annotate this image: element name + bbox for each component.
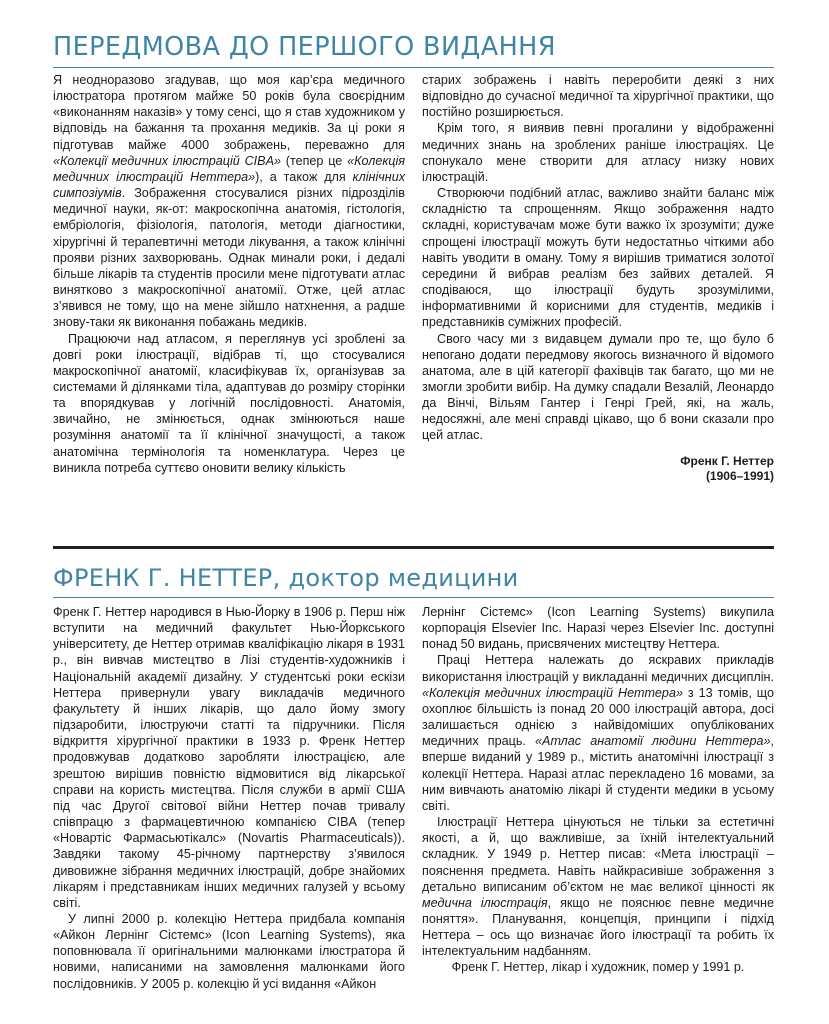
preface-paragraph-6 xyxy=(422,331,774,444)
text-run: Лернінг Сістемс» (Icon Learning Systems) викупила корпорація Elsevier Inc. Наразі через Elsevier Inc. доступні понад 50 видань, присвячених мистецтву Неттера. xyxy=(422,605,774,652)
text-run: старих зображень і навіть переробити деякі з них відповідно до сучасної медичної та хірургічної практики, що постійно розширюється. xyxy=(422,73,774,120)
bio-title-divider xyxy=(53,597,774,598)
text-run: Френк Г. Неттер народився в Нью-Йорку в 1906 р. Перш ніж вступити на медичний факультет Нью-Йоркського університету, де Неттер отримав кваліфікацію лікаря в 1931 р., він вивчав мистецтво в Лізі студентів-художників і Національній академії дизайну. У студентські роки ескізи Неттера привернули увагу викладачів медичного факультету й інших лікарів, що дало йому змогу підзаробити, ілюструючи статті та підручники. Після відкриття хірургічної практики в 1933 р. Френк Неттер продовжував додатково заробляти ілюстрацією, але зрештою вирішив повністю відмовитися від лікарської справи на користь мистецтва. Після служби в армії США під час Другої світової війни Неттер почав тривалу співпрацю з фармацевтичною компанією CIBA (тепер «Новартіс Фармасьютікалс» (Novartis Pharmaceuticals)). Завдяки такому 45-річному партнерству з’явилося дивовижне зібрання медичних ілюстрацій, добре знайомих лікарям і представникам інших медичних галузей у всьому світі. xyxy=(53,605,405,910)
bio-paragraph-5 xyxy=(422,814,774,959)
preface-paragraph-4 xyxy=(422,120,774,185)
section-divider xyxy=(53,546,774,549)
bio-paragraph-4 xyxy=(422,652,774,814)
italic-text: «Колекції медичних ілюстрацій CIBA» xyxy=(53,153,281,168)
italic-text: «Колекція медичних ілюстрацій Неттера» xyxy=(53,153,405,184)
preface-column-left xyxy=(53,72,405,476)
bio-paragraph-1 xyxy=(53,604,405,911)
preface-paragraph-5 xyxy=(422,185,774,330)
preface-paragraph-2 xyxy=(53,331,405,476)
text-run: Ілюстрації Неттера цінуються не тільки за естетичні якості, а й, що важливіше, за їхній інтелектуальний складник. У 1949 р. Неттер писав: «Мета ілюстрації – пояснення предмета. Навіть найкрасивіше зображення з детально виписаним об’єктом не має великої цінності як xyxy=(422,815,774,894)
bio-title xyxy=(53,564,519,592)
text-run: Праці Неттера належать до яскравих прикладів використання ілюстрацій у викладанні медичних дисциплін. xyxy=(422,653,774,684)
text-run: У липні 2000 р. колекцію Неттера придбала компанія «Айкон Лернінг Сістемс» (Icon Learning Systems), яка поповнювала її оригінальними малюнками ілюстратора й новими, написаними на замовлення малюнками його послідовників. У 2005 р. колекцію й усі видання «Айкон xyxy=(53,911,405,991)
text-run: ), а також для xyxy=(255,169,353,184)
text-run: Створюючи подібний атлас, важливо знайти баланс між складністю та спрощенням. Якщо зображення надто складні, користувачам може бути важко їх зрозуміти; дуже спрощені ілюстрації можуть бути недостатньо чіткими або навіть уводити в оману. Тому я вирішив триматися золотої середини й вибрав реалізм без зайвих деталей. Я сподіваюся, що ілюстрації будуть зрозумілими, інформативними й корисними для студентів, медиків і представників суміжних професій. xyxy=(422,186,774,330)
preface-paragraph-3 xyxy=(422,72,774,120)
signature-years: (1906–1991) xyxy=(705,469,774,484)
text-run: Свого часу ми з видавцем думали про те, що було б непогано додати передмову якогось визначного й відомого анатома, але в цій категорії фахівців так багато, що ми не змогли зробити вибір. На думку спадали Везалій, Леонардо да Вінчі, Вільям Гантер і Генрі Грей, які, на жаль, недосяжні, але мені справді цікаво, що б вони сказали про цей атлас. xyxy=(422,331,774,443)
bio-paragraph-3 xyxy=(422,604,774,652)
text-run: Працюючи над атласом, я переглянув усі зроблені за довгі роки ілюстрації, відібрав ті, що стосувалися макроскопічної анатомії, класифікував їх, організував за системами й ділянками тіла, адаптував до розміру сторінки та впорядкував у логічній послідовності. Анатомія, звичайно, не змінюється, однак змінюються наше розуміння анатомії та її клінічної значущості, а також анатомічна термінологія та номенклатура. Через це виникла потреба суттєво оновити велику кількість xyxy=(53,331,405,475)
bio-column-left xyxy=(53,604,405,992)
bio-paragraph-2 xyxy=(53,911,405,992)
title-divider xyxy=(53,67,774,68)
text-run: . Зображення стосувалися різних підрозділів медичної науки, як-от: макроскопічна анатомія, гістологія, ембріологія, фізіологія, патологія, методи діагностики, хірургічні й терапевтичні методи лікування, а також клінічні прояви різних захворювань. Однак минали роки, і дедалі більше лікарів та студентів просили мене підготувати атлас винятково з макроскопічної анатомії. Отже, цей атлас з’явився не тому, що на мене зійшло натхнення, а радше знову-таки як виконання побажань медиків. xyxy=(53,186,405,330)
bio-title-rest: доктор медицини xyxy=(280,564,519,592)
bio-column-right xyxy=(422,604,774,976)
signature xyxy=(422,454,774,485)
italic-text: «Атлас анатомії людини Неттера» xyxy=(535,734,771,749)
bio-title-caps: ФРЕНК Г. НЕТТЕР, xyxy=(53,564,281,592)
text-run: з 13 томів, що охоплює більшість із понад 20 000 ілюстрацій автора, досі залишається однією з найвідоміших опублікованих медичних праць. xyxy=(422,685,774,749)
text-run: , якщо не пояснює певне медичне поняття». Планування, концепція, принципи і підхід Неттера – ось що визначає його ілюстрації та робить їх інтелектуальним надбанням. xyxy=(422,895,774,959)
bio-final-note: Френк Г. Неттер, лікар і художник, помер у 1991 р. xyxy=(451,960,745,975)
text-run: Крім того, я виявив певні прогалини у відображенні медичних знань на зроблених раніше ілюстраціях. Це спонукало мене створити для атласу низку нових ілюстрацій. xyxy=(422,121,774,184)
text-run: Я неодноразово згадував, що моя кар’єра медичного ілюстратора протягом майже 50 років була своєрідним «виконанням наказів» у тому сенсі, що я став художником у відповідь на бажання та прохання медиків. За ці роки я підготував майже 4000 зображень, переважно для xyxy=(53,73,405,152)
text-run: (тепер це xyxy=(280,153,348,168)
preface-paragraph-1 xyxy=(53,72,405,331)
preface-column-right xyxy=(422,72,774,485)
italic-text: «Колекція медичних ілюстрацій Неттера» xyxy=(422,685,683,700)
signature-name: Френк Г. Неттер xyxy=(680,453,774,468)
preface-title: ПЕРЕДМОВА ДО ПЕРШОГО ВИДАННЯ xyxy=(53,32,556,62)
italic-text: клінічних симпозіумів xyxy=(53,169,405,201)
text-run: , вперше виданий у 1989 р., містить анатомічні ілюстрації з колекції Неттера. Наразі атлас перекладено 16 мовами, за ним вивчають анатомію лікарі й студенти медики в усьому світі. xyxy=(422,734,774,813)
italic-text: медична ілюстрація xyxy=(422,895,548,910)
